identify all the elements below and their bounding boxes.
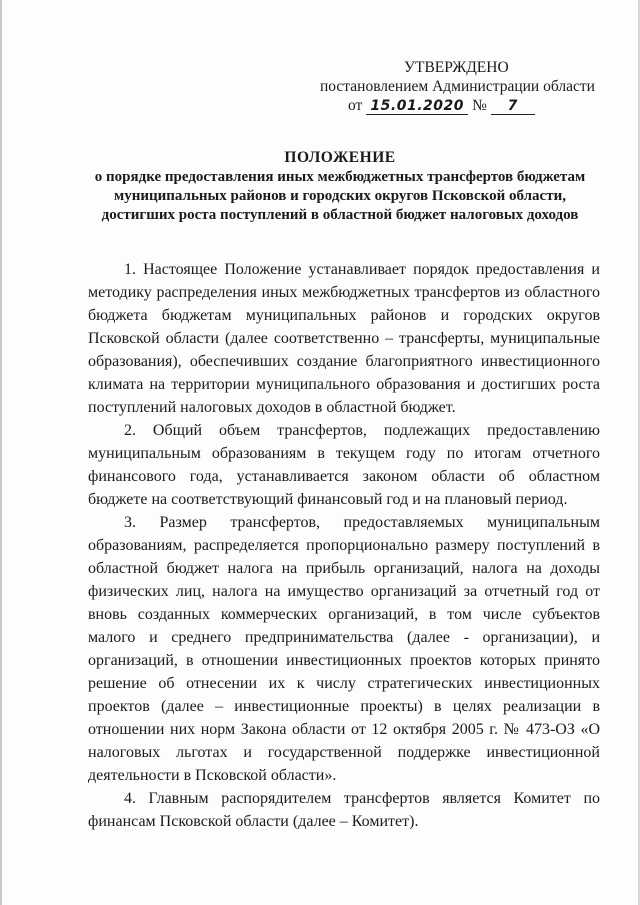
handwritten-number: 7 xyxy=(491,98,535,115)
date-label: от xyxy=(348,97,363,114)
paragraph-1: 1. Настоящее Положение устанавливает порядок предоставления и методику распределения иных межбюджетных трансфертов из областного бюджета бюджетам муниципальных районов и городских округов Псковской области (далее соответственно – трансферты, муниципальные образования), обеспечивших создание благоприятного инвестиционного климата на территории муниципального образования и достигших роста поступлений налоговых доходов в областной бюджет. xyxy=(88,261,600,416)
paragraph-2: 2. Общий объем трансфертов, подлежащих предоставлению муниципальным образованиям в текущем году по итогам отчетного финансового года, устанавливается законом области об областном бюджете на соответствующий финансовый год и на плановый период. xyxy=(88,422,600,508)
document-title: ПОЛОЖЕНИЕ xyxy=(284,149,396,166)
number-label: № xyxy=(472,97,487,114)
paragraph-3: 3. Размер трансфертов, предоставляемых муниципальным образованиям, распределяется пропорционально размеру поступлений в областной бюджет налога на прибыль организаций, налога на доходы физических лиц, налога на имущество организаций за отчетный год от вновь созданных коммерческих организаций, в том числе субъектов малого и среднего предпринимательства (далее - организации), и организаций, в отношении инвестиционных проектов которых принято решение об отнесении их к числу стратегических инвестиционных проектов (далее – инвестиционные проекты) в целях реализации в отношении них норм Закона области от 12 октября 2005 г. № 473-ОЗ «О налоговых льготах и государственной поддержке инвестиционной деятельности в Псковской области». xyxy=(88,514,600,784)
approval-title: УТВЕРЖДЕНО xyxy=(404,59,509,76)
heading-line: муниципальных районов и городских округов Псковской области, xyxy=(114,188,566,204)
scan-edge-left xyxy=(0,0,2,905)
paragraph-4: 4. Главным распорядителем трансфертов является Комитет по финансам Псковской области (далее – Комитет). xyxy=(88,790,600,830)
approval-date-line xyxy=(348,96,535,115)
heading-line: о порядке предоставления иных межбюджетных трансфертов бюджетам xyxy=(94,169,586,185)
document-body xyxy=(88,258,600,833)
handwritten-date: 15.01.2020 xyxy=(366,98,468,115)
approval-by-line: постановлением Администрации области xyxy=(320,78,595,95)
document-heading xyxy=(40,148,640,225)
heading-line: достигших роста поступлений в областной бюджет налоговых доходов xyxy=(101,207,579,223)
